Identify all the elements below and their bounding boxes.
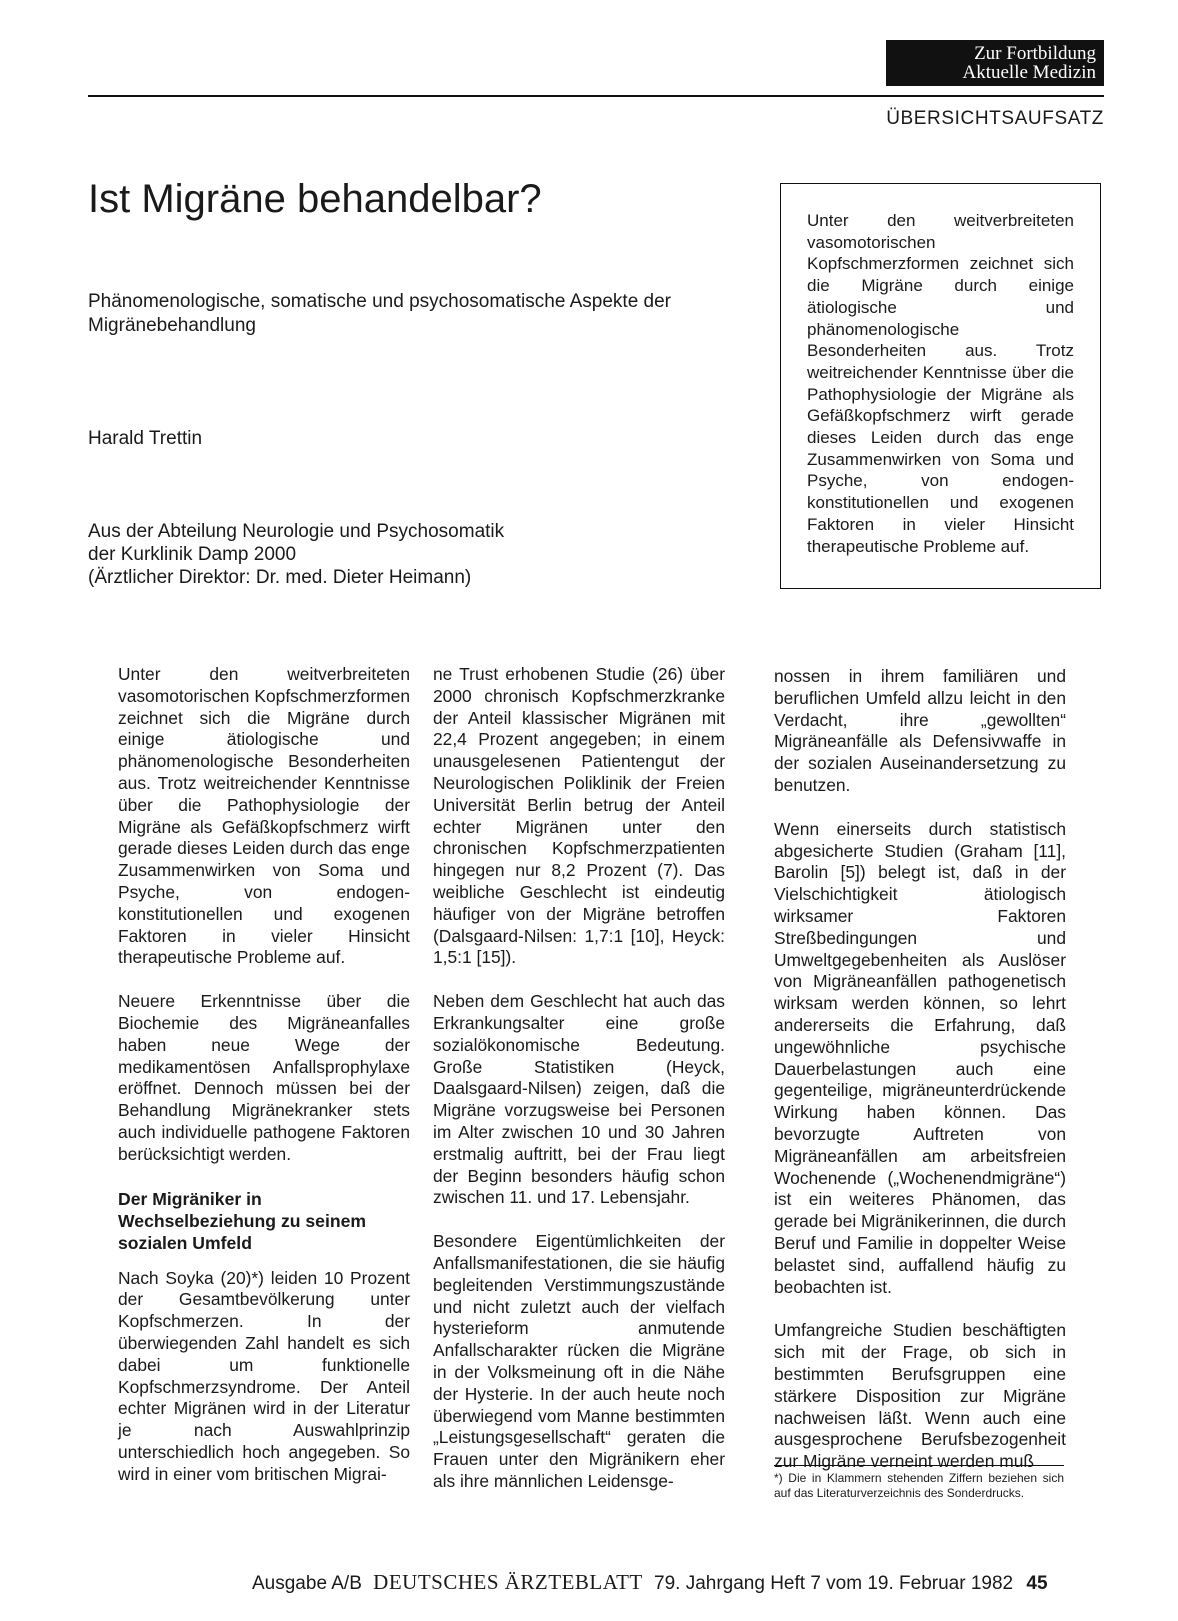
paragraph: Nach Soyka (20)*) leiden 10 Prozent der Gesamtbevölkerung unter Kopfschmerzen. In der überwiegenden Zahl handelt es sich dabei um funktionelle Kopfschmerzsyndrome. Der Anteil echter Migränen wird in der Literatur je nach Auswahlprinzip unterschiedlich hoch angegeben. So wird in einer vom britischen Migrai- [118, 1267, 410, 1484]
paragraph: nossen in ihrem familiären und beruflichen Umfeld allzu leicht in den Verdacht, ihre „gewollten“ Migräneanfälle als Defensivwaffe in der sozialen Auseinandersetzung zu benutzen. [774, 666, 1066, 795]
abstract-text: Unter den weitverbreiteten vasomotorischen Kopfschmerzformen zeichnet sich die Migräne durch einige ätiologische und phänomenologische Besonderheiten aus. Trotz weitreichender Kenntnisse über die Pathophysiologie der Migräne als Gefäßkopfschmerz wirft gerade dieses Leiden durch das enge Zusammenwirken von Soma und Psyche, von endogen-konstitutionellen und exogenen Faktoren in vieler Hinsicht therapeutische Probleme auf. [807, 211, 1074, 556]
article-affiliation [88, 520, 648, 589]
page-footer [252, 1570, 1048, 1595]
paragraph: Wenn einerseits durch statistisch abgesicherte Studien (Graham [11], Barolin [5]) belegt ist, daß in der Vielschichtigkeit ätiologisch wirksamer Faktoren Streßbedingungen und Umweltgegebenheiten als Auslöser von Migräneanfällen pathogenetisch wirksam werden können, so lehrt andererseits die Erfahrung, daß ungewöhnliche psychische Dauerbelastungen auch eine gegenteilige, migräneunterdrückende Wirkung haben können. Das bevorzugte Auftreten von Migräneanfällen am arbeitsfreien Wochenende („Wochenendmigräne“) ist ein weiteres Phänomen, das gerade bei Migränikerinnen, die durch Beruf und Familie in doppelter Weise belastet sind, auffallend häufig zu beobachten ist. [774, 818, 1066, 1297]
affiliation-line-1: Aus der Abteilung Neurologie und Psychosomatik [88, 521, 505, 542]
paragraph: Unter den weitverbreiteten vasomotorischen Kopfschmerzformen zeichnet sich die Migräne durch einige ätiologische und phänomenologische Besonderheiten aus. Trotz weitreichender Kenntnisse über die Pathophysiologie der Migräne als Gefäßkopfschmerz wirft gerade dieses Leiden durch das enge Zusammenwirken von Soma und Psyche, von endogen-konstitutionellen und exogenen Faktoren in vieler Hinsicht therapeutische Probleme auf. [118, 664, 410, 968]
section-label: ÜBERSICHTSAUFSATZ [886, 108, 1104, 129]
paragraph: Neuere Erkenntnisse über die Biochemie des Migräneanfalles haben neue Wege der medikamentösen Anfallsprophylaxe eröffnet. Dennoch müssen bei der Behandlung Migränekranker stets auch individuelle pathogene Faktoren berücksichtigt werden. [118, 991, 410, 1164]
body-column-1 [118, 664, 410, 1508]
paragraph: ne Trust erhobenen Studie (26) über 2000 chronisch Kopfschmerzkranke der Anteil klassischer Migränen mit 22,4 Prozent angegeben; in einem unausgelesenen Patientengut der Neurologischen Poliklinik der Freien Universität Berlin betrug der Anteil echter Migränen unter den chronischen Kopfschmerzpatienten hingegen nur 8,2 Prozent (7). Das weibliche Geschlecht ist eindeutig häufiger von der Migräne betroffen (Dalsgaard-Nilsen: 1,7:1 [10], Heyck: 1,5:1 [15]). [433, 664, 725, 968]
paragraph: Neben dem Geschlecht hat auch das Erkrankungsalter eine große sozialökonomische Bedeutung. Große Statistiken (Heyck, Daalsgaard-Nilsen) zeigen, daß die Migräne vorzugsweise bei Personen im Alter zwischen 10 und 30 Jahren erstmalig auftritt, bei der Frau liegt der Beginn besonders häufig schon zwischen 11. und 17. Lebensjahr. [433, 991, 725, 1208]
paragraph: Umfangreiche Studien beschäftigten sich mit der Frage, ob sich in bestimmten Berufsgruppen eine stärkere Disposition zur Migräne nachweisen läßt. Wenn auch eine ausgesprochene Berufsbezogenheit zur Migräne verneint werden muß [774, 1320, 1066, 1472]
affiliation-line-2: der Kurklinik Damp 2000 [88, 544, 297, 565]
section-badge [886, 40, 1104, 86]
article-subtitle: Phänomenologische, somatische und psychosomatische Aspekte der Migränebehandlung [88, 291, 672, 336]
footer-journal: DEUTSCHES ÄRZTEBLATT [373, 1570, 643, 1594]
footnote: *) Die in Klammern stehenden Ziffern beziehen sich auf das Literaturverzeichnis des Sonderdrucks. [774, 1465, 1064, 1501]
section-heading: Der Migräniker in Wechselbeziehung zu seinem sozialen Umfeld [118, 1188, 367, 1253]
body-column-2 [433, 664, 725, 1515]
abstract-box [780, 183, 1101, 589]
article-author: Harald Trettin [88, 428, 203, 449]
badge-line-1: Zur Fortbildung [974, 43, 1096, 64]
page-number: 45 [1026, 1573, 1048, 1594]
badge-line-2: Aktuelle Medizin [962, 62, 1096, 83]
header-rule [88, 95, 1104, 97]
footer-issue: 79. Jahrgang Heft 7 vom 19. Februar 1982 [654, 1573, 1014, 1594]
paragraph: Besondere Eigentümlichkeiten der Anfallsmanifestationen, die sie häufig begleitenden Verstimmungszustände und nicht zuletzt auch der vielfach hysterieform anmutende Anfallscharakter rücken die Migräne in der Volksmeinung oft in die Nähe der Hysterie. In der auch heute noch überwiegend vom Manne bestimmten „Leistungsgesellschaft“ geraten die Frauen unter den Migränikern eher als ihre männlichen Leidensge- [433, 1231, 725, 1491]
article-title: Ist Migräne behandelbar? [88, 177, 542, 221]
footer-edition: Ausgabe A/B [252, 1573, 362, 1594]
affiliation-line-3: (Ärztlicher Direktor: Dr. med. Dieter Heimann) [88, 567, 472, 588]
body-column-3 [774, 666, 1066, 1495]
